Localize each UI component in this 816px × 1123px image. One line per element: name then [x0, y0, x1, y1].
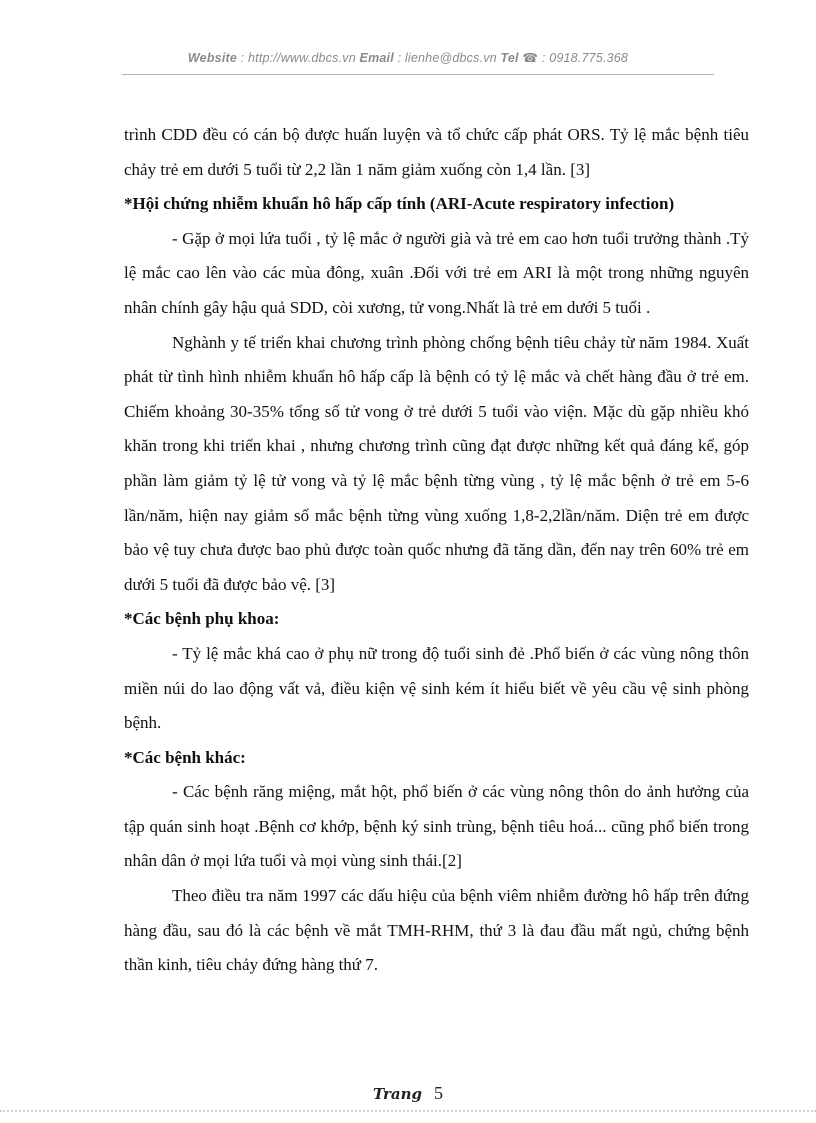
page-header	[0, 50, 816, 65]
page-footer	[0, 1083, 816, 1104]
header-divider	[122, 74, 714, 75]
paragraph-cdd-continuation: trình CDD đều có cán bộ được huấn luyện và tổ chức cấp phát ORS. Tỷ lệ mắc bệnh tiêu chảy trẻ em dưới 5 tuổi từ 2,2 lần 1 năm giảm xuống còn 1,4 lần. [3]	[124, 125, 749, 179]
document-body	[124, 118, 749, 983]
paragraph-other-diseases: - Các bệnh răng miệng, mắt hột, phổ biến ở các vùng nông thôn do ảnh hưởng của tập quán sinh hoạt .Bệnh cơ khớp, bệnh ký sinh trùng, bệnh tiêu hoá... cũng phổ biến trong nhân dân ở mọi lứa tuổi và mọi vùng sinh thái.[2]	[124, 782, 749, 871]
footer-divider	[0, 1110, 816, 1112]
email-value: : lienhe@dbcs.vn	[393, 51, 501, 65]
website-label: Website	[187, 51, 238, 65]
phone-icon: ☎	[522, 51, 539, 65]
paragraph-gynecological: - Tỷ lệ mắc khá cao ở phụ nữ trong độ tuổi sinh đẻ .Phổ biến ở các vùng nông thôn miền núi do lao động vất vả, điều kiện vệ sinh kém ít hiểu biết về yêu cầu vệ sinh phòng bệnh.	[124, 643, 749, 733]
tel-label: Tel	[500, 51, 519, 65]
page-number: 5	[434, 1083, 444, 1103]
heading-other-diseases: *Các bệnh khác:	[124, 747, 246, 767]
paragraph-ari-description: - Gặp ở mọi lứa tuổi , tỷ lệ mắc ở người già và trẻ em cao hơn tuổi trưởng thành .Tỷ lệ mắc cao lên vào các mùa đông, xuân .Đối với trẻ em ARI là một trong những nguyên nhân chính gây hậu quả SDD, còi xương, tử vong.Nhất là trẻ em dưới 5 tuổi .	[124, 228, 749, 317]
page-word: Trang	[372, 1085, 423, 1103]
heading-ari: *Hội chứng nhiễm khuẩn hô hấp cấp tính (ARI-Acute respiratory infection)	[124, 194, 675, 214]
tel-value: : 0918.775.368	[538, 51, 629, 65]
website-value: : http://www.dbcs.vn	[237, 51, 360, 65]
heading-gynecological: *Các bệnh phụ khoa:	[124, 609, 280, 629]
paragraph-survey-1997: Theo điều tra năm 1997 các dấu hiệu của bệnh viêm nhiễm đường hô hấp trên đứng hàng đầu, sau đó là các bệnh về mắt TMH-RHM, thứ 3 là đau đầu mất ngủ, chứng bệnh thần kinh, tiêu chảy đứng hàng thứ 7.	[124, 886, 749, 975]
email-label: Email	[359, 51, 394, 65]
paragraph-program-history: Nghành y tế triển khai chương trình phòng chống bệnh tiêu chảy từ năm 1984. Xuất phát từ tình hình nhiễm khuẩn hô hấp cấp là bệnh có tỷ lệ mắc và chết hàng đầu ở trẻ em. Chiếm khoảng 30-35% tổng số tử vong ở trẻ dưới 5 tuổi vào viện. Mặc dù gặp nhiều khó khăn trong khi triển khai , nhưng chương trình cũng đạt được những kết quả đáng kể, góp phần làm giảm tỷ lệ tử vong và tỷ lệ mắc bệnh từng vùng , tỷ lệ mắc bệnh ở trẻ em 5-6 lần/năm, hiện nay giảm số mắc bệnh từng vùng xuống 1,8-2,2lần/năm. Diện trẻ em được bảo vệ tuy chưa được bao phủ được toàn quốc nhưng đã tăng dần, đến nay trên 60% trẻ em dưới 5 tuổi đã được bảo vệ. [3]	[124, 332, 749, 594]
